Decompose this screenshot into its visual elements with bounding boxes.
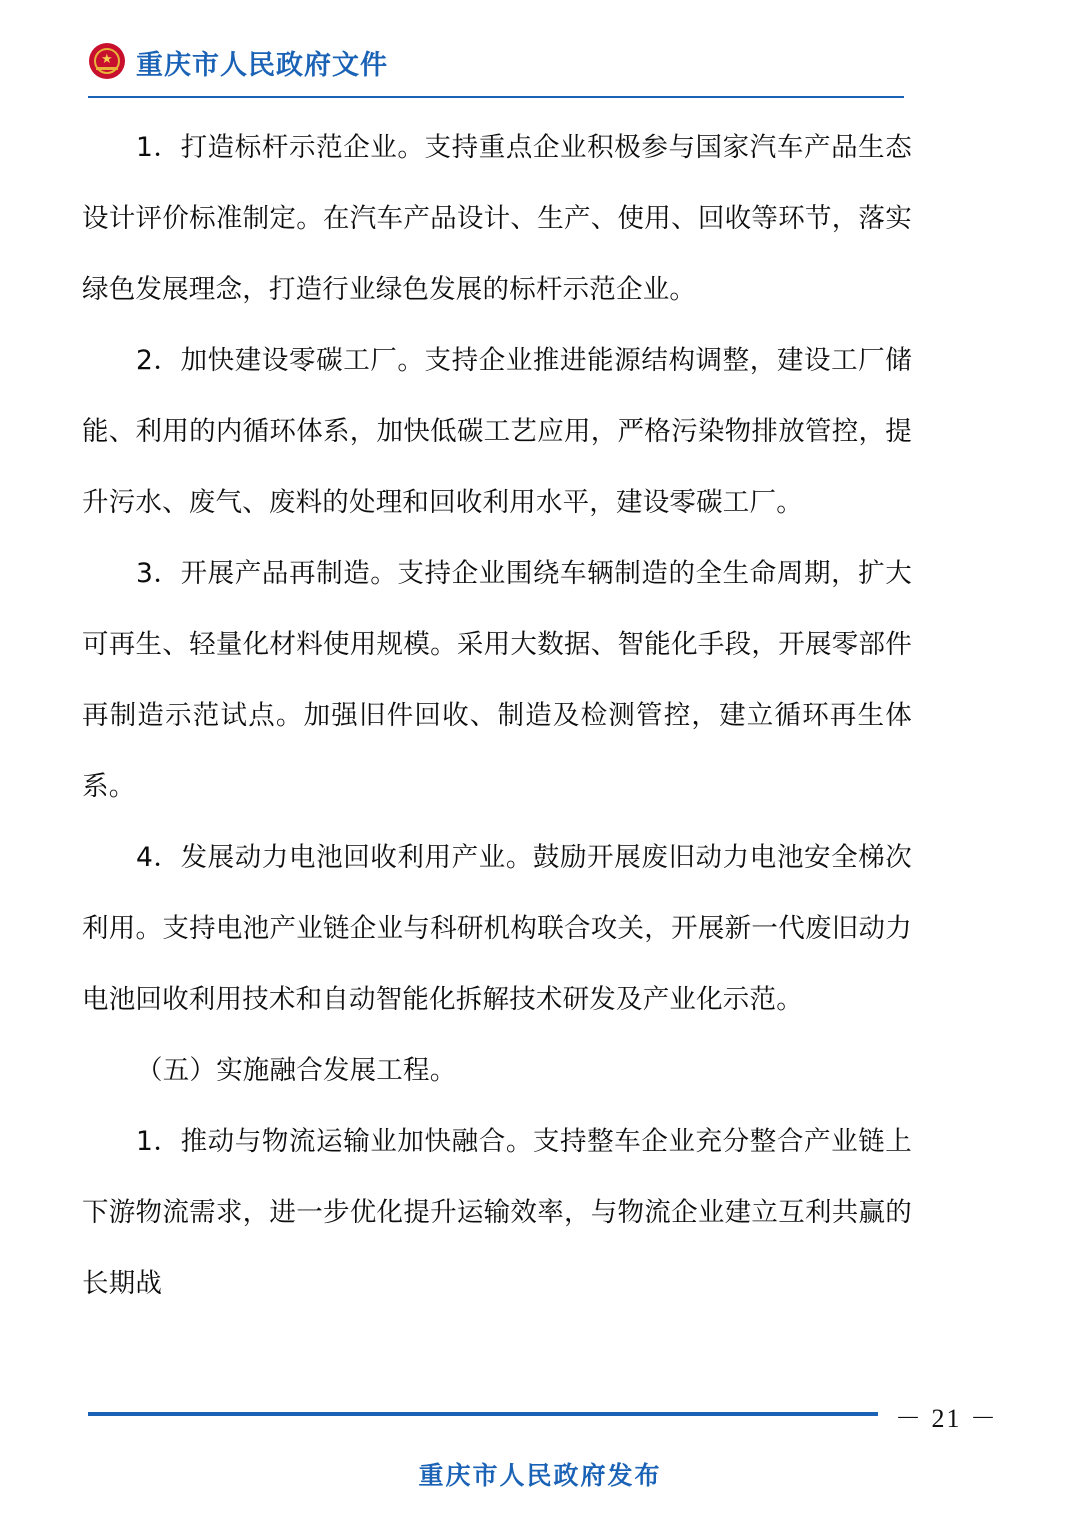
section-heading-5: （五）实施融合发展工程。 — [136, 1055, 457, 1085]
emblem-bar — [96, 67, 118, 70]
paragraph-4: 4．发展动力电池回收利用产业。鼓励开展废旧动力电池安全梯次利用。支持电池产业链企业与科研机构联合攻关，开展新一代废旧动力电池回收利用技术和自动智能化拆解技术研发及产业化示范。 — [82, 842, 912, 1015]
paragraph-3: 3．开展产品再制造。支持企业围绕车辆制造的全生命周期，扩大可再生、轻量化材料使用规模。采用大数据、智能化手段，开展零部件再制造示范试点。加强旧件回收、制造及检测管控，建立循环再生体系。 — [82, 558, 912, 802]
header-row — [88, 42, 904, 80]
document-footer — [0, 1398, 1080, 1518]
footer-publisher: 重庆市人民政府发布 — [418, 1463, 662, 1490]
page-number: － 21 － — [894, 1404, 998, 1433]
paragraph-1: 1．打造标杆示范企业。支持重点企业积极参与国家汽车产品生态设计评价标准制定。在汽车产品设计、生产、使用、回收等环节，落实绿色发展理念，打造行业绿色发展的标杆示范企业。 — [82, 132, 912, 305]
header-title: 重庆市人民政府文件 — [136, 50, 388, 80]
national-emblem-icon — [88, 42, 126, 80]
header-divider — [88, 96, 904, 98]
document-body — [82, 112, 912, 1319]
paragraph-2: 2．加快建设零碳工厂。支持企业推进能源结构调整，建设工厂储能、利用的内循环体系，加快低碳工艺应用，严格污染物排放管控，提升污水、废气、废料的处理和回收利用水平，建设零碳工厂。 — [82, 345, 912, 518]
footer-divider — [88, 1412, 878, 1416]
document-header — [88, 42, 904, 94]
paragraph-5: 1．推动与物流运输业加快融合。支持整车企业充分整合产业链上下游物流需求，进一步优化提升运输效率，与物流企业建立互利共赢的长期战 — [82, 1126, 912, 1299]
emblem-star: ★ — [101, 51, 113, 66]
